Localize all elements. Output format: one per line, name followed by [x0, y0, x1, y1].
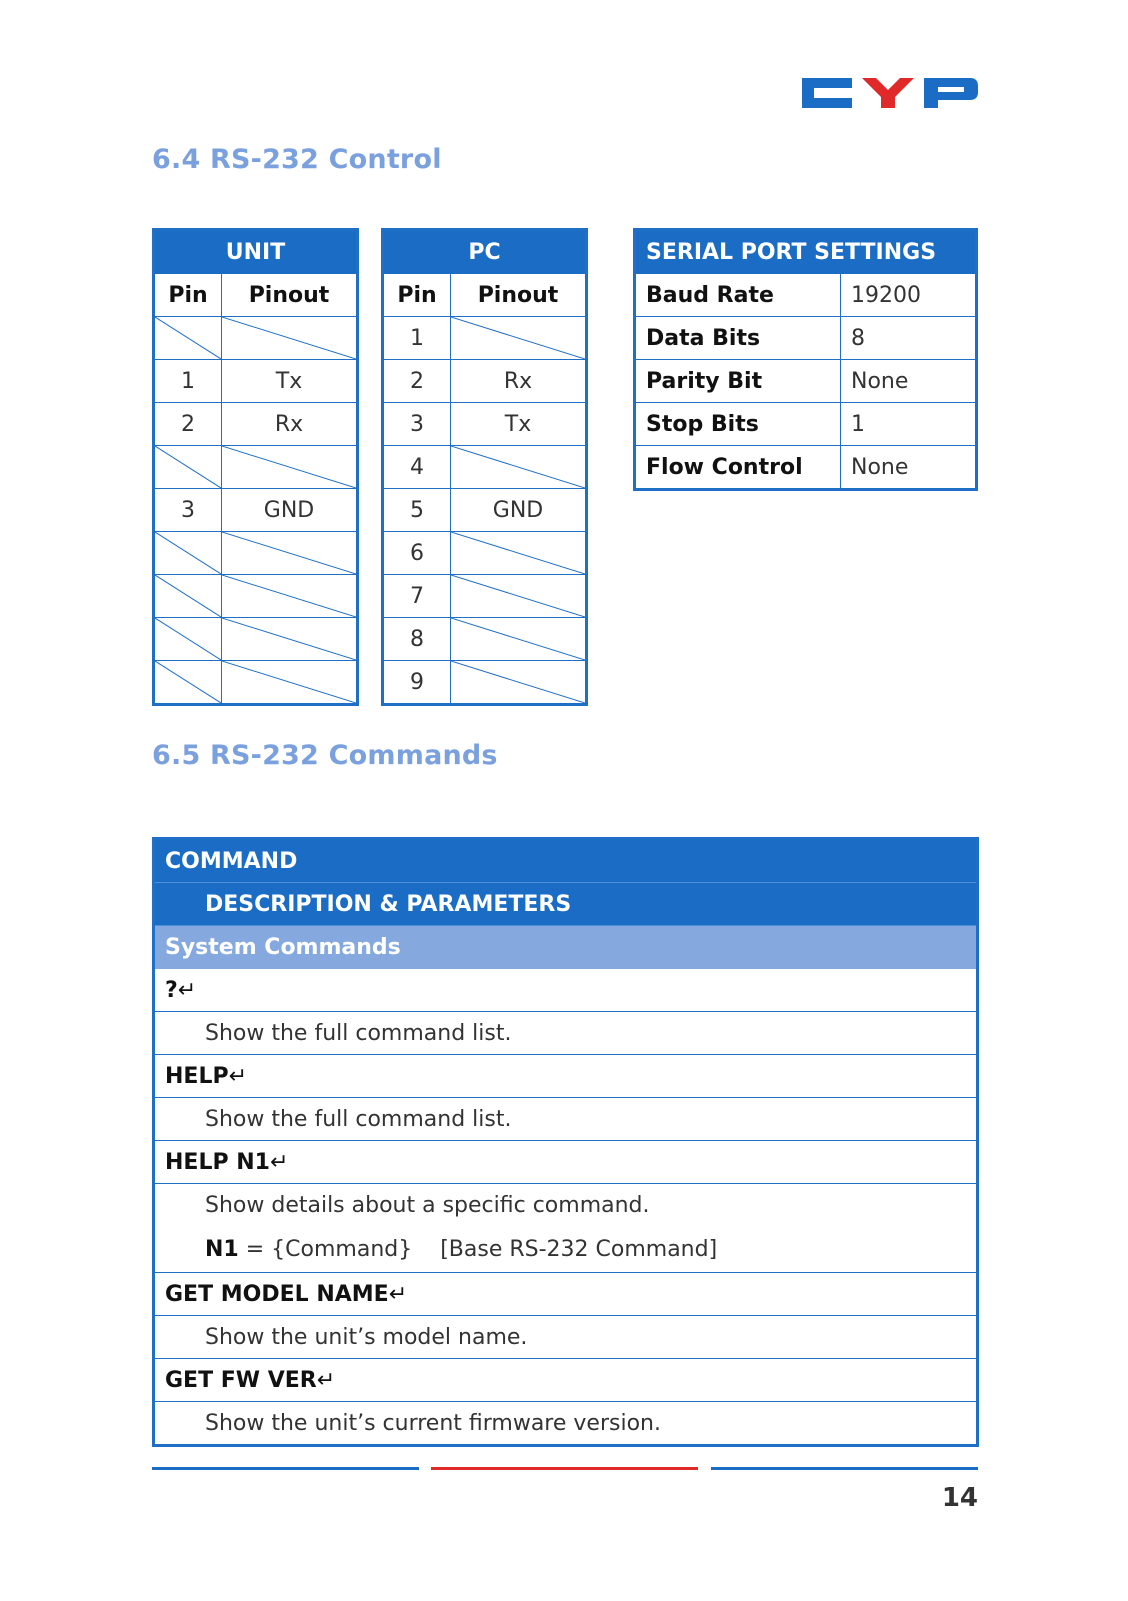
parameter-name: N1	[205, 1237, 239, 1262]
command-description	[154, 1098, 978, 1141]
unit-pin-table	[152, 228, 359, 706]
unit-pinout-empty-cell	[222, 317, 358, 360]
unit-pin-cell: 3	[154, 489, 222, 532]
serial-setting-value: 8	[841, 317, 977, 360]
section-title-rs232-control: 6.4 RS-232 Control	[152, 144, 442, 175]
unit-row	[154, 317, 358, 360]
pc-row	[383, 403, 587, 446]
pc-row	[383, 661, 587, 705]
unit-row	[154, 532, 358, 575]
unit-pinout-empty-cell	[222, 661, 358, 705]
unit-pinout-empty-cell	[222, 618, 358, 661]
pc-pinout-empty-cell	[451, 575, 587, 618]
footer-line-blue-left	[152, 1467, 419, 1470]
unit-row	[154, 618, 358, 661]
pc-row	[383, 360, 587, 403]
pc-pin-cell: 8	[383, 618, 451, 661]
pc-col-pin: Pin	[383, 274, 451, 317]
serial-setting-value: 1	[841, 403, 977, 446]
pc-pin-cell: 6	[383, 532, 451, 575]
command-cell	[154, 1273, 978, 1316]
header-description: DESCRIPTION & PARAMETERS	[154, 883, 978, 926]
unit-pin-empty-cell	[154, 661, 222, 705]
serial-setting-name: Baud Rate	[635, 274, 841, 317]
pc-row	[383, 532, 587, 575]
footer-line-red-center	[431, 1467, 698, 1470]
unit-pinout-cell: Tx	[222, 360, 358, 403]
unit-pinout-empty-cell	[222, 446, 358, 489]
command-text: GET MODEL NAME	[165, 1281, 389, 1307]
footer-line-blue-right	[711, 1467, 978, 1470]
pc-row	[383, 575, 587, 618]
command-text: GET FW VER	[165, 1367, 317, 1393]
command-cell	[154, 1359, 978, 1402]
unit-row	[154, 446, 358, 489]
unit-pin-cell: 1	[154, 360, 222, 403]
command-description	[154, 1012, 978, 1055]
command-description	[154, 1316, 978, 1359]
command-description	[154, 1402, 978, 1446]
pc-pin-cell: 3	[383, 403, 451, 446]
parameter-line	[205, 1228, 976, 1272]
page-number: 14	[941, 1483, 978, 1513]
description-text: Show the unit’s model name.	[205, 1324, 528, 1350]
pc-pinout-cell: Tx	[451, 403, 587, 446]
serial-table-title: SERIAL PORT SETTINGS	[635, 230, 977, 274]
pc-pinout-cell: GND	[451, 489, 587, 532]
unit-pinout-cell: Rx	[222, 403, 358, 446]
unit-row	[154, 489, 358, 532]
command-table	[152, 837, 979, 1447]
unit-pinout-empty-cell	[222, 575, 358, 618]
pc-pin-cell: 7	[383, 575, 451, 618]
serial-setting-value: None	[841, 360, 977, 403]
unit-col-pinout: Pinout	[222, 274, 358, 317]
pc-col-pinout: Pinout	[451, 274, 587, 317]
return-arrow-icon: ↵	[388, 1281, 408, 1307]
command-text: HELP	[165, 1063, 229, 1089]
serial-setting-value: None	[841, 446, 977, 490]
pc-table-title: PC	[383, 230, 587, 274]
pc-pinout-empty-cell	[451, 661, 587, 705]
command-description	[154, 1184, 978, 1273]
cyp-logo	[800, 72, 980, 118]
return-arrow-icon: ↵	[269, 1149, 289, 1175]
description-text: Show the full command list.	[205, 1106, 512, 1132]
header-command: COMMAND	[154, 839, 978, 883]
serial-setting-name: Stop Bits	[635, 403, 841, 446]
unit-row	[154, 661, 358, 705]
description-text: Show details about a specific command.	[205, 1193, 650, 1218]
serial-setting-name: Data Bits	[635, 317, 841, 360]
unit-table-title: UNIT	[154, 230, 358, 274]
unit-pin-empty-cell	[154, 446, 222, 489]
command-cell	[154, 969, 978, 1012]
pc-pin-cell: 1	[383, 317, 451, 360]
unit-col-pin: Pin	[154, 274, 222, 317]
unit-row	[154, 575, 358, 618]
unit-pin-empty-cell	[154, 575, 222, 618]
serial-setting-value: 19200	[841, 274, 977, 317]
section-title-rs232-commands: 6.5 RS-232 Commands	[152, 740, 498, 771]
unit-row	[154, 403, 358, 446]
pc-pinout-empty-cell	[451, 532, 587, 575]
serial-setting-name: Flow Control	[635, 446, 841, 490]
return-arrow-icon: ↵	[177, 977, 197, 1003]
description-text: Show the unit’s current firmware version.	[205, 1410, 661, 1436]
unit-pin-empty-cell	[154, 317, 222, 360]
unit-pin-empty-cell	[154, 618, 222, 661]
pc-pin-cell: 4	[383, 446, 451, 489]
pc-pinout-empty-cell	[451, 446, 587, 489]
unit-pinout-cell: GND	[222, 489, 358, 532]
pc-pinout-cell: Rx	[451, 360, 587, 403]
pc-pin-cell: 5	[383, 489, 451, 532]
pc-row	[383, 446, 587, 489]
serial-row	[635, 360, 977, 403]
return-arrow-icon: ↵	[228, 1063, 248, 1089]
parameter-text: = {Command} [Base RS-232 Command]	[238, 1237, 718, 1262]
serial-row	[635, 274, 977, 317]
serial-row	[635, 446, 977, 490]
unit-pinout-empty-cell	[222, 532, 358, 575]
pc-pin-table	[381, 228, 588, 706]
serial-port-settings-table	[633, 228, 978, 491]
unit-pin-empty-cell	[154, 532, 222, 575]
pc-pinout-empty-cell	[451, 618, 587, 661]
serial-row	[635, 317, 977, 360]
pc-pinout-empty-cell	[451, 317, 587, 360]
pc-pin-cell: 2	[383, 360, 451, 403]
unit-pin-cell: 2	[154, 403, 222, 446]
command-text: HELP N1	[165, 1149, 270, 1175]
pc-row	[383, 317, 587, 360]
serial-setting-name: Parity Bit	[635, 360, 841, 403]
pc-row	[383, 489, 587, 532]
command-cell	[154, 1141, 978, 1184]
pc-pin-cell: 9	[383, 661, 451, 705]
group-system-commands: System Commands	[154, 926, 978, 969]
description-text: Show the full command list.	[205, 1020, 512, 1046]
serial-row	[635, 403, 977, 446]
return-arrow-icon: ↵	[316, 1367, 336, 1393]
command-text: ?	[165, 977, 178, 1003]
unit-row	[154, 360, 358, 403]
pc-row	[383, 618, 587, 661]
command-cell	[154, 1055, 978, 1098]
